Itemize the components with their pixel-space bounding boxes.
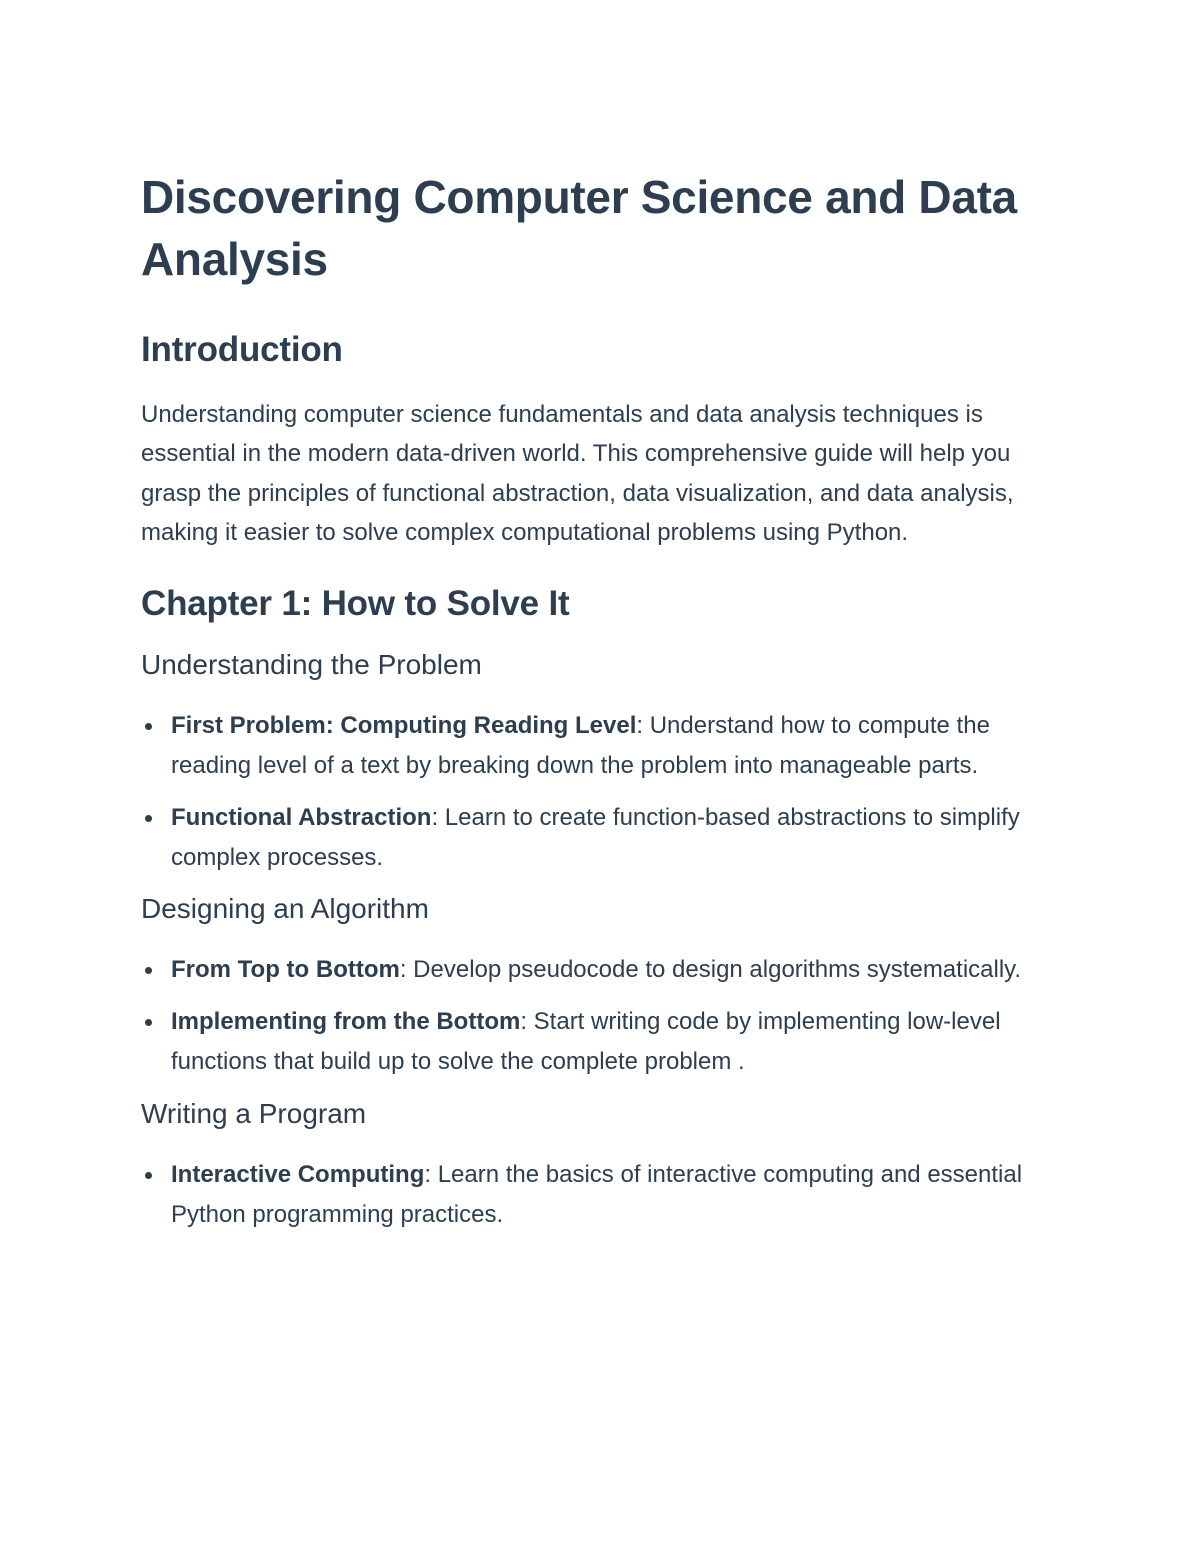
list-item — [141, 1155, 1056, 1235]
list-item — [141, 706, 1056, 786]
list-item-term: From Top to Bottom — [171, 956, 400, 984]
introduction-heading: Introduction — [141, 330, 343, 369]
list-item-term: Implementing from the Bottom — [171, 1008, 521, 1036]
section-heading-understanding-problem: Understanding the Problem — [141, 649, 482, 681]
document-page — [141, 166, 1056, 1235]
list-item-text: : Understand how to compute the reading level of a text by breaking down the problem into manageable parts. — [171, 712, 990, 780]
bullet-icon — [145, 723, 152, 730]
list-item-text: : Learn the basics of interactive computing and essential Python programming practices. — [171, 1161, 1023, 1229]
document-title: Discovering Computer Science and Data Analysis — [141, 171, 1017, 285]
list-item-term: Functional Abstraction — [171, 804, 432, 832]
list-item — [141, 950, 1056, 990]
list-item-term: First Problem: Computing Reading Level — [171, 712, 637, 740]
section-heading-writing-program: Writing a Program — [141, 1098, 367, 1130]
bullet-list — [141, 950, 1056, 1082]
list-item — [141, 798, 1056, 878]
bullet-icon — [145, 1172, 152, 1179]
bullet-list — [141, 706, 1056, 878]
chapter-1-heading: Chapter 1: How to Solve It — [141, 584, 570, 624]
list-item-term: Interactive Computing — [171, 1161, 425, 1189]
list-item — [141, 1002, 1056, 1082]
list-item-text: : Develop pseudocode to design algorithms systematically. — [399, 956, 1022, 984]
introduction-paragraph: Understanding computer science fundamentals and data analysis techniques is essential in the modern data-driven world. This comprehensive guide will help you grasp the principles of functional abstraction, data visualization, and data analysis, making it easier to solve complex computational problems using Python. — [141, 401, 1014, 546]
bullet-icon — [145, 815, 152, 822]
bullet-icon — [145, 1019, 152, 1026]
bullet-list — [141, 1155, 1056, 1235]
bullet-icon — [145, 967, 152, 974]
section-heading-designing-algorithm: Designing an Algorithm — [141, 893, 429, 925]
list-item-text: : Start writing code by implementing low-level functions that build up to solve the complete problem . — [171, 1008, 1001, 1076]
list-item-text: : Learn to create function-based abstractions to simplify complex processes. — [171, 804, 1020, 872]
